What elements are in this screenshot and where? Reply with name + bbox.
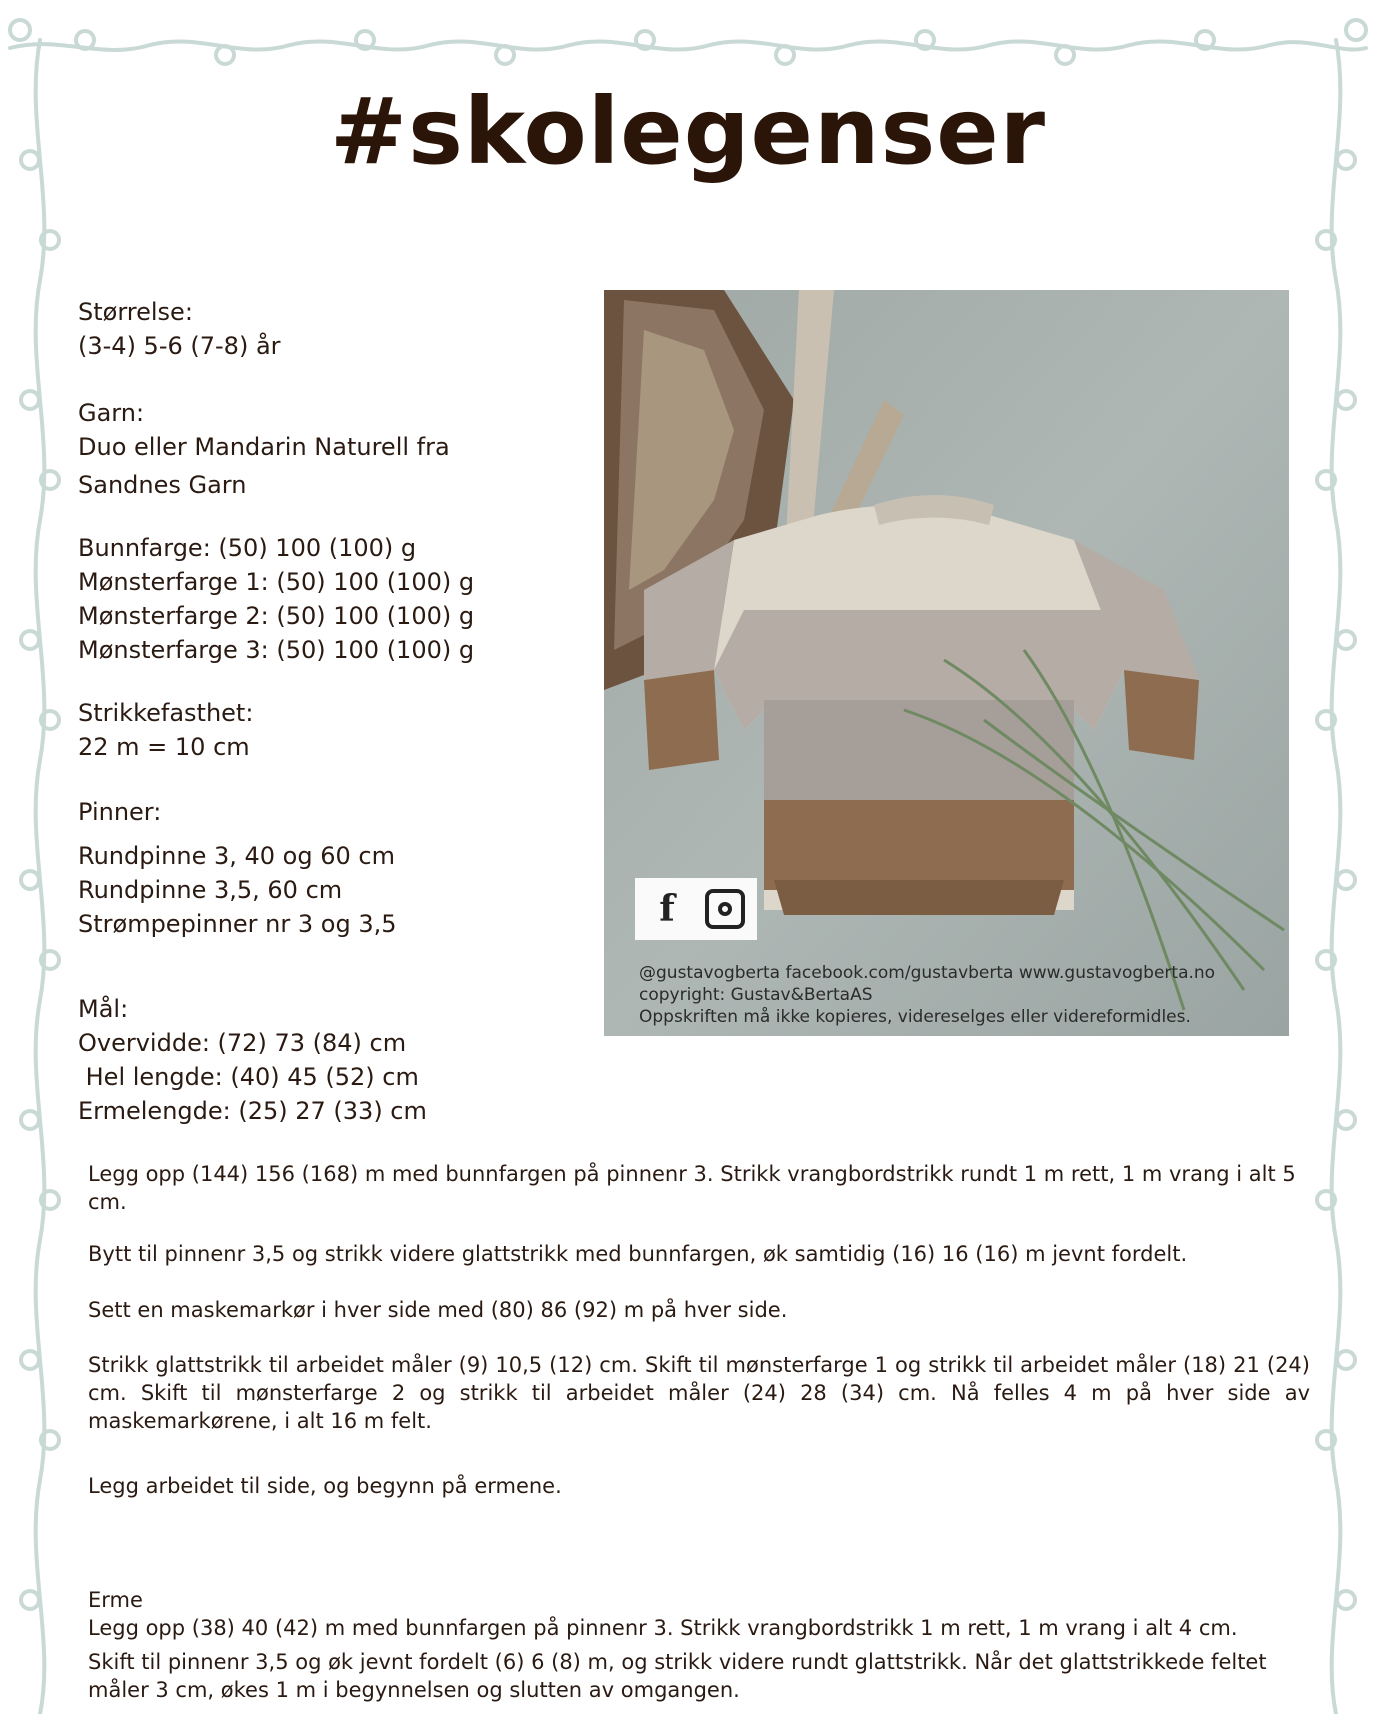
instruction-paragraph: Bytt til pinnenr 3,5 og strikk videre glattstrikk med bunnfargen, øk samtidig (16) 16 (16) m jevnt fordelt.	[88, 1242, 1188, 1266]
size-section	[78, 295, 281, 363]
instruction-paragraph: Strikk glattstrikk til arbeidet måler (9) 10,5 (12) cm. Skift til mønsterfarge 1 og strikk til arbeidet måler (18) 21 (24) cm. Skift til mønsterfarge 2 og strikk til arbeidet måler (24) 28 (34) cm. Nå felles 4 m på hver side av maskemarkørene, i alt 16 m felt.	[88, 1353, 1310, 1433]
color-line: Mønsterfarge 1: (50) 100 (100) g	[78, 568, 475, 596]
instruction-paragraph: Sett en maskemarkør i hver side med (80) 86 (92) m på hver side.	[88, 1298, 788, 1322]
photo-credits	[639, 962, 1215, 1028]
yarn-line-1: Duo eller Mandarin Naturell fra	[78, 433, 450, 461]
colors-section	[78, 531, 474, 667]
yarn-section	[78, 396, 450, 502]
gauge-value: 22 m = 10 cm	[78, 733, 250, 761]
needle-line: Rundpinne 3,5, 60 cm	[78, 876, 343, 904]
sleeve-heading: Erme	[88, 1588, 143, 1612]
measure-line: Hel lengde: (40) 45 (52) cm	[78, 1063, 419, 1091]
instagram-icon[interactable]	[701, 885, 749, 933]
instruction-paragraph: Legg arbeidet til side, og begynn på ermene.	[88, 1474, 562, 1498]
measure-line: Ermelengde: (25) 27 (33) cm	[78, 1097, 427, 1125]
restriction-line: Oppskriften må ikke kopieres, videreselges eller videreformidles.	[639, 1007, 1191, 1027]
facebook-icon[interactable]: f	[659, 888, 675, 930]
measure-label: Mål:	[78, 995, 129, 1023]
needles-section	[78, 795, 396, 941]
yarn-line-2: Sandnes Garn	[78, 471, 247, 499]
credit-line: @gustavogberta facebook.com/gustavberta www.gustavogberta.no	[639, 963, 1216, 983]
social-icons	[635, 878, 757, 940]
measure-section	[78, 992, 427, 1128]
yarn-label: Garn:	[78, 399, 145, 427]
needle-line: Strømpepinner nr 3 og 3,5	[78, 910, 397, 938]
copyright-line: copyright: Gustav&BertaAS	[639, 985, 873, 1005]
size-label: Størrelse:	[78, 298, 193, 326]
color-line: Mønsterfarge 2: (50) 100 (100) g	[78, 602, 475, 630]
instruction-paragraph: Legg opp (144) 156 (168) m med bunnfargen på pinnenr 3. Strikk vrangbordstrikk rundt 1 m rett, 1 m vrang i alt 5 cm.	[88, 1162, 1296, 1214]
measure-line: Overvidde: (72) 73 (84) cm	[78, 1029, 407, 1057]
instruction-paragraph: Legg opp (38) 40 (42) m med bunnfargen på pinnenr 3. Strikk vrangbordstrikk 1 m rett, 1 m vrang i alt 4 cm.	[88, 1616, 1238, 1640]
page-title: #skolegenser	[330, 78, 1046, 185]
gauge-label: Strikkefasthet:	[78, 699, 254, 727]
color-line: Bunnfarge: (50) 100 (100) g	[78, 534, 417, 562]
needle-line: Rundpinne 3, 40 og 60 cm	[78, 842, 395, 870]
sweater-photo	[604, 290, 1289, 1036]
instruction-paragraph: Skift til pinnenr 3,5 og øk jevnt fordelt (6) 6 (8) m, og strikk videre rundt glattstrikk. Når det glattstrikkede feltet måler 3 cm, økes 1 m i begynnelsen og slutten av omgangen.	[88, 1650, 1267, 1702]
size-value: (3-4) 5-6 (7-8) år	[78, 332, 281, 360]
needles-label: Pinner:	[78, 798, 162, 826]
color-line: Mønsterfarge 3: (50) 100 (100) g	[78, 636, 475, 664]
gauge-section	[78, 696, 253, 764]
